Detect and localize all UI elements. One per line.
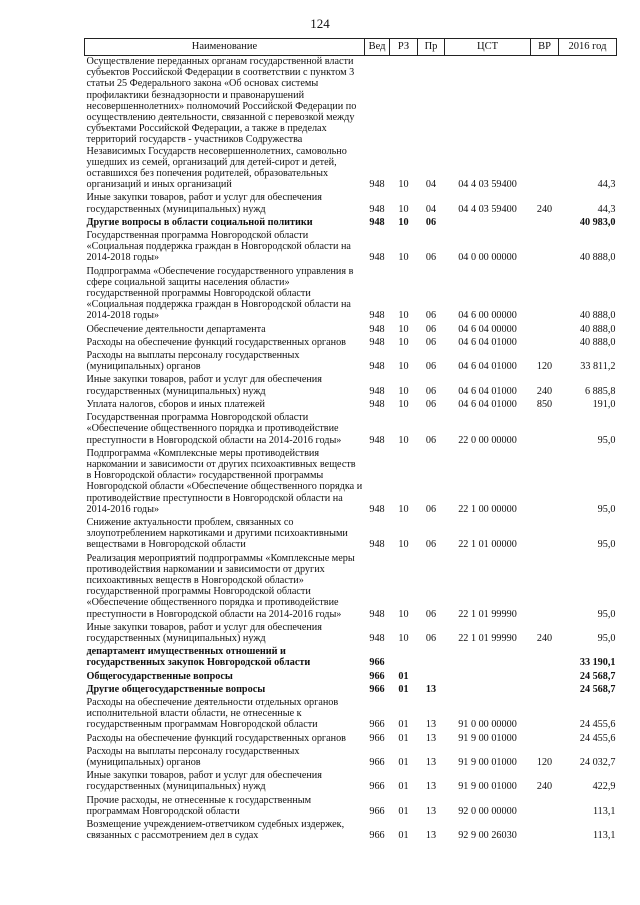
row-pr: 13 xyxy=(425,683,437,695)
table-row xyxy=(85,374,617,398)
row-rz: 10 xyxy=(398,252,409,264)
row-pr: 13 xyxy=(425,719,437,731)
row-rz: 01 xyxy=(398,830,409,842)
row-rz xyxy=(390,646,418,670)
row-rz: 10 xyxy=(398,539,409,551)
row-ved: 948 xyxy=(369,203,385,215)
row-cst: 91 9 00 01000 xyxy=(458,781,517,793)
row-rz: 10 xyxy=(398,608,409,620)
row-vr xyxy=(531,337,559,350)
row-amount: 40 888,0 xyxy=(579,252,616,264)
row-pr: 13 xyxy=(425,756,437,768)
row-rz: 01 xyxy=(398,670,409,682)
row-ved: 948 xyxy=(369,310,385,322)
row-vr xyxy=(531,553,559,622)
row-pr: 13 xyxy=(425,805,437,817)
table-body xyxy=(85,56,617,844)
row-amount: 24 568,7 xyxy=(579,683,616,695)
row-rz: 01 xyxy=(398,756,409,768)
row-ved: 966 xyxy=(369,732,385,744)
row-ved: 966 xyxy=(369,657,385,669)
row-pr: 06 xyxy=(425,398,437,410)
row-ved: 948 xyxy=(369,361,385,373)
row-amount: 113,1 xyxy=(592,830,616,842)
row-name: Другие вопросы в области социальной политики xyxy=(86,216,313,228)
row-cst xyxy=(445,684,531,697)
table-row xyxy=(85,56,617,193)
table-row xyxy=(85,684,617,697)
table-row xyxy=(85,646,617,670)
row-ved: 966 xyxy=(369,670,385,682)
row-amount: 113,1 xyxy=(592,805,616,817)
table-row xyxy=(85,412,617,448)
row-ved: 966 xyxy=(369,805,385,817)
column-header-ved: Вед xyxy=(365,39,390,56)
row-name: Государственная программа Новгородской области «Обеспечение общественного порядка и противодействие преступности в Новгородской области на 2014-2016 годы» xyxy=(86,412,342,446)
row-vr xyxy=(531,56,559,193)
row-cst xyxy=(445,217,531,230)
row-pr: 04 xyxy=(425,179,437,191)
row-name: Реализация мероприятий подпрограммы «Комплексные меры противодействия наркомании и зависимости от других психоактивных веществ в Новгородской области» государственной программы Новгородской области «Обеспечение общественного порядка и противодействие преступности в Новгородской области на 2014-2016 годы» xyxy=(86,552,355,620)
row-pr: 06 xyxy=(425,608,437,620)
row-amount: 422,9 xyxy=(592,781,616,793)
row-rz: 01 xyxy=(398,805,409,817)
row-cst: 04 4 03 59400 xyxy=(458,203,517,215)
row-rz: 10 xyxy=(398,632,409,644)
column-header-rz: РЗ xyxy=(390,39,418,56)
row-cst: 04 4 03 59400 xyxy=(458,179,517,191)
row-ved: 948 xyxy=(369,434,385,446)
row-ved: 948 xyxy=(369,608,385,620)
row-amount: 24 455,6 xyxy=(579,732,616,744)
row-name: Государственная программа Новгородской области «Социальная поддержка граждан в Новгородской области на 2014-2018 годы» xyxy=(86,230,351,264)
row-amount: 44,3 xyxy=(597,179,616,191)
row-amount: 24 032,7 xyxy=(579,756,616,768)
row-name: Иные закупки товаров, работ и услуг для обеспечения государственных (муниципальных) нужд xyxy=(86,192,322,215)
table-header-row xyxy=(85,39,617,56)
row-rz: 10 xyxy=(398,323,409,335)
row-cst: 04 0 00 00000 xyxy=(458,252,517,264)
row-pr: 06 xyxy=(425,539,437,551)
row-amount: 95,0 xyxy=(597,434,616,446)
table-row xyxy=(85,746,617,770)
row-vr xyxy=(531,684,559,697)
row-cst: 04 6 04 00000 xyxy=(458,323,517,335)
row-vr xyxy=(531,697,559,733)
row-rz: 10 xyxy=(398,336,409,348)
row-name: Общегосударственные вопросы xyxy=(86,670,233,682)
row-amount: 33 190,1 xyxy=(579,657,616,669)
table-row xyxy=(85,192,617,216)
row-rz: 01 xyxy=(398,781,409,793)
row-rz: 10 xyxy=(398,503,409,515)
column-header-pr: Пр xyxy=(418,39,445,56)
row-name: Снижение актуальности проблем, связанных со злоупотреблением наркотиками и другими психоактивными веществами в Новгородской области xyxy=(86,516,348,551)
row-vr: 240 xyxy=(536,385,553,397)
row-rz: 10 xyxy=(398,310,409,322)
row-name: Возмещение учреждением-ответчиком судебных издержек, связанных с рассмотрением дел в судах xyxy=(86,819,345,842)
row-ved: 948 xyxy=(369,398,385,410)
row-ved: 948 xyxy=(369,385,385,397)
page-number: 124 xyxy=(310,16,330,31)
column-header-vr: ВР xyxy=(531,39,559,56)
row-cst: 92 0 00 00000 xyxy=(458,805,517,817)
row-amount: 40 888,0 xyxy=(579,310,616,322)
row-vr: 240 xyxy=(536,203,553,215)
row-cst: 04 6 04 01000 xyxy=(458,385,517,397)
row-cst: 04 6 04 01000 xyxy=(458,361,517,373)
row-amount: 33 811,2 xyxy=(580,361,616,373)
row-amount: 40 888,0 xyxy=(579,336,616,348)
row-amount: 95,0 xyxy=(597,503,616,515)
row-ved: 948 xyxy=(369,336,385,348)
row-pr: 06 xyxy=(425,434,437,446)
row-cst: 22 1 01 00000 xyxy=(458,539,517,551)
row-pr: 06 xyxy=(425,361,437,373)
row-cst: 22 0 00 00000 xyxy=(458,434,517,446)
row-name: Расходы на выплаты персоналу государственных (муниципальных) органов xyxy=(86,745,300,768)
row-amount: 40 983,0 xyxy=(579,216,616,228)
row-name: Подпрограмма «Обеспечение государственного управления в сфере социальной защиты населения области» государственной программы Новгородской области «Социальная поддержка граждан в Новгородской области на 2014-2018 годы» xyxy=(86,265,354,322)
row-cst xyxy=(445,671,531,684)
table-row xyxy=(85,622,617,646)
row-cst: 04 6 04 01000 xyxy=(458,398,517,410)
row-pr: 04 xyxy=(425,203,437,215)
row-name: Расходы на выплаты персоналу государственных (муниципальных) органов xyxy=(86,350,300,373)
row-amount: 24 568,7 xyxy=(579,670,616,682)
row-vr xyxy=(531,266,559,324)
row-name: департамент имущественных отношений и государственных закупок Новгородской области xyxy=(86,646,311,669)
row-rz: 10 xyxy=(398,361,409,373)
row-ved: 966 xyxy=(369,830,385,842)
row-name: Прочие расходы, не отнесенные к государственным программам Новгородской области xyxy=(86,794,312,817)
row-vr: 120 xyxy=(536,361,553,373)
row-vr: 240 xyxy=(536,632,553,644)
row-rz: 10 xyxy=(398,385,409,397)
row-ved: 948 xyxy=(369,179,385,191)
row-amount: 40 888,0 xyxy=(579,323,616,335)
row-name: Иные закупки товаров, работ и услуг для обеспечения государственных (муниципальных) нужд xyxy=(86,770,322,793)
column-header-amount: 2016 год xyxy=(559,39,617,56)
row-ved: 948 xyxy=(369,632,385,644)
table-row xyxy=(85,399,617,412)
row-name: Осуществление переданных органам государственной власти субъектов Российской Федерации в соответствии с пунктом 3 статьи 25 Федерального закона «Об основах системы профилактики безнадзорности и правонарушений несовершеннолетних» полномочий Российской Федерации по осуществлению деятельности, связанной с перевозкой между субъектами Российской Федерации, а также в пределах территорий государств - участников Содружества Независимых Государств несовершеннолетних, самовольно ушедших из семей, организаций для детей-сирот и детей, оставшихся без попечения родителей, образовательных организаций и иных организаций xyxy=(86,56,357,191)
row-vr xyxy=(531,646,559,670)
row-cst: 22 1 01 99990 xyxy=(458,632,517,644)
row-ved: 966 xyxy=(369,756,385,768)
row-vr xyxy=(531,448,559,517)
table-row xyxy=(85,337,617,350)
row-name: Иные закупки товаров, работ и услуг для обеспечения государственных (муниципальных) нужд xyxy=(86,621,322,644)
row-ved: 966 xyxy=(369,719,385,731)
row-amount: 24 455,6 xyxy=(579,719,616,731)
row-vr xyxy=(531,412,559,448)
row-vr: 240 xyxy=(536,781,553,793)
row-rz: 01 xyxy=(398,683,409,695)
table-row xyxy=(85,733,617,746)
row-cst: 22 1 01 99990 xyxy=(458,608,517,620)
row-vr xyxy=(531,324,559,337)
row-name: Другие общегосударственные вопросы xyxy=(86,683,266,695)
column-header-cst: ЦСТ xyxy=(445,39,531,56)
row-pr: 06 xyxy=(425,310,437,322)
row-ved: 966 xyxy=(369,683,385,695)
row-cst: 04 6 00 00000 xyxy=(458,310,517,322)
row-vr xyxy=(531,217,559,230)
row-rz: 01 xyxy=(398,719,409,731)
row-cst: 04 6 04 01000 xyxy=(458,336,517,348)
row-amount: 6 885,8 xyxy=(584,385,616,397)
row-pr: 06 xyxy=(425,252,437,264)
table-row xyxy=(85,819,617,843)
row-rz: 10 xyxy=(398,203,409,215)
row-pr: 06 xyxy=(425,632,437,644)
row-amount: 44,3 xyxy=(597,203,616,215)
row-cst: 91 9 00 01000 xyxy=(458,732,517,744)
table-row xyxy=(85,448,617,517)
row-ved: 966 xyxy=(369,781,385,793)
table-row xyxy=(85,553,617,622)
row-ved: 948 xyxy=(369,323,385,335)
table-row xyxy=(85,795,617,819)
row-amount: 191,0 xyxy=(592,398,616,410)
table-row xyxy=(85,517,617,553)
row-vr xyxy=(531,671,559,684)
row-ved: 948 xyxy=(369,216,385,228)
row-pr: 06 xyxy=(425,216,437,228)
row-cst: 22 1 00 00000 xyxy=(458,503,517,515)
budget-table xyxy=(84,38,617,843)
row-name: Расходы на обеспечение деятельности отдельных органов исполнительной власти области, не отнесенные к государственным программам Новгородской области xyxy=(86,696,339,731)
row-vr xyxy=(531,733,559,746)
row-rz: 10 xyxy=(398,179,409,191)
row-rz: 01 xyxy=(398,732,409,744)
row-name: Подпрограмма «Комплексные меры противодействия наркомании и зависимости от других психоактивных веществ в Новгородской области» государственной программы Новгородской области «Обеспечение общественного порядка и противодействие преступности в Новгородской области на 2014-2016 годы» xyxy=(86,447,363,515)
row-pr: 13 xyxy=(425,830,437,842)
row-amount: 95,0 xyxy=(597,608,616,620)
row-name: Расходы на обеспечение функций государственных органов xyxy=(86,336,346,348)
row-vr xyxy=(531,819,559,843)
column-header-name: Наименование xyxy=(85,39,365,56)
table-row xyxy=(85,324,617,337)
row-name: Расходы на обеспечение функций государственных органов xyxy=(86,732,346,744)
row-ved: 948 xyxy=(369,503,385,515)
table-row xyxy=(85,350,617,374)
row-vr: 120 xyxy=(536,756,553,768)
row-ved: 948 xyxy=(369,252,385,264)
table-row xyxy=(85,266,617,324)
row-rz: 10 xyxy=(398,398,409,410)
row-amount: 95,0 xyxy=(597,539,616,551)
row-cst: 91 9 00 01000 xyxy=(458,756,517,768)
row-vr xyxy=(531,230,559,266)
row-name: Иные закупки товаров, работ и услуг для обеспечения государственных (муниципальных) нужд xyxy=(86,374,322,397)
table-row xyxy=(85,770,617,794)
row-cst xyxy=(445,646,531,670)
row-pr: 06 xyxy=(425,385,437,397)
row-vr xyxy=(531,517,559,553)
row-pr: 13 xyxy=(425,781,437,793)
row-cst: 92 9 00 26030 xyxy=(458,830,517,842)
row-amount: 95,0 xyxy=(597,632,616,644)
table-row xyxy=(85,230,617,266)
row-pr: 06 xyxy=(425,336,437,348)
row-pr xyxy=(418,646,445,670)
row-name: Обеспечение деятельности департамента xyxy=(86,323,266,335)
row-rz: 10 xyxy=(398,216,409,228)
row-pr xyxy=(418,671,445,684)
row-vr xyxy=(531,795,559,819)
table-row xyxy=(85,671,617,684)
row-rz: 10 xyxy=(398,434,409,446)
row-pr: 13 xyxy=(425,732,437,744)
table-row xyxy=(85,217,617,230)
row-name: Уплата налогов, сборов и иных платежей xyxy=(86,398,265,410)
row-pr: 06 xyxy=(425,503,437,515)
row-pr: 06 xyxy=(425,323,437,335)
row-ved: 948 xyxy=(369,539,385,551)
row-cst: 91 0 00 00000 xyxy=(458,719,517,731)
row-vr: 850 xyxy=(536,398,553,410)
table-row xyxy=(85,697,617,733)
